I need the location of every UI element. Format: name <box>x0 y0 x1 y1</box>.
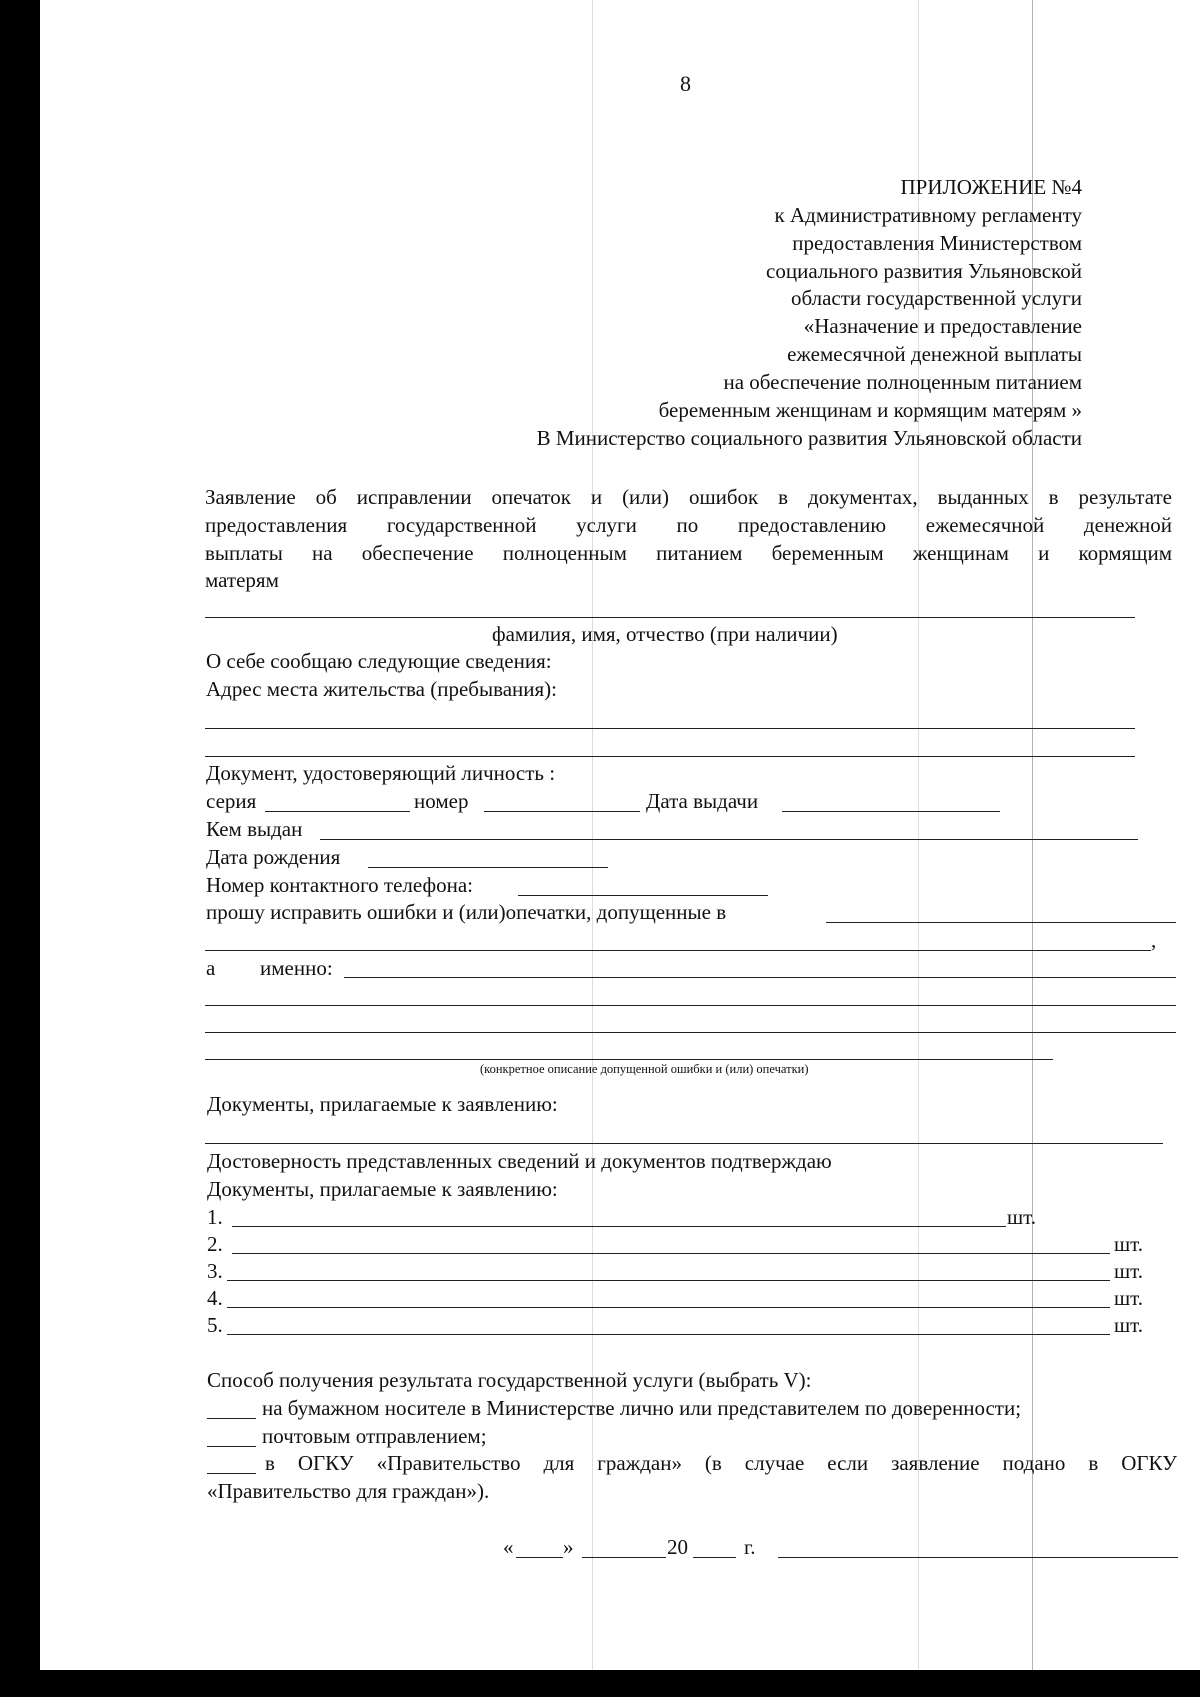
date-open-quote: « <box>503 1535 514 1559</box>
application-title-line: Заявление об исправлении опечаток и (или) ошибок в документах, выданных в результате <box>205 485 1172 509</box>
address-field-2[interactable] <box>205 756 1135 757</box>
issue-date-label: Дата выдачи <box>646 789 759 813</box>
document-reference-field-2[interactable] <box>205 950 1151 951</box>
confirm-text: Достоверность представленных сведений и документов подтверждаю <box>207 1149 832 1173</box>
fio-field[interactable] <box>205 617 1135 618</box>
date-year-prefix: 20 <box>667 1535 688 1559</box>
trailing-comma: , <box>1151 928 1157 952</box>
birth-date-label: Дата рождения <box>206 845 341 869</box>
document-reference-field[interactable] <box>826 922 1176 923</box>
method-paper-option: на бумажном носителе в Министерстве лично или представителем по доверенности; <box>262 1396 1022 1420</box>
issued-by-label: Кем выдан <box>206 817 303 841</box>
attachment-unit: шт. <box>1114 1232 1144 1256</box>
header-line: области государственной услуги <box>790 286 1082 310</box>
attachment-unit: шт. <box>1007 1205 1037 1229</box>
phone-field[interactable] <box>518 895 768 896</box>
page-number: 8 <box>680 71 691 96</box>
method-ogku-option-cont: «Правительство для граждан»). <box>207 1479 490 1503</box>
attachment-field[interactable] <box>227 1307 1110 1308</box>
birth-date-field[interactable] <box>368 867 608 868</box>
error-caption: (конкретное описание допущенной ошибки и (или) опечатки) <box>480 1062 809 1076</box>
header-line: социального развития Ульяновской <box>766 259 1082 283</box>
issued-by-field[interactable] <box>320 839 1138 840</box>
application-title-line: предоставления государственной услуги по предоставлению ежемесячной денежной <box>205 513 1172 537</box>
application-title-line: матерям <box>205 568 279 592</box>
header-line: к Административному регламенту <box>774 203 1082 227</box>
address-label: Адрес места жительства (пребывания): <box>206 677 558 701</box>
header-line: предоставления Министерством <box>792 231 1082 255</box>
id-doc-label: Документ, удостоверяющий личность : <box>206 761 556 785</box>
scan-border-bottom <box>0 1670 1200 1697</box>
attachment-unit: шт. <box>1114 1286 1144 1310</box>
method-label: Способ получения результата государственной услуги (выбрать V): <box>207 1368 812 1392</box>
header-line: беременным женщинам и кормящим матерям » <box>658 398 1082 422</box>
attachment-field[interactable] <box>227 1280 1110 1281</box>
date-day-field[interactable] <box>516 1557 563 1558</box>
attachment-number: 4. <box>207 1286 223 1310</box>
header-line: на обеспечение полноценным питанием <box>723 370 1082 394</box>
number-label: номер <box>414 789 469 813</box>
issue-date-field[interactable] <box>782 811 1000 812</box>
namely-label: именно: <box>260 956 333 980</box>
scan-border-left <box>0 0 40 1697</box>
namely-a: а <box>206 956 216 980</box>
method-ogku-option: в ОГКУ «Правительство для граждан» (в случае если заявление подано в ОГКУ <box>265 1451 1177 1475</box>
header-line: ежемесячной денежной выплаты <box>787 342 1082 366</box>
attachment-field[interactable] <box>232 1253 1110 1254</box>
attachment-number: 3. <box>207 1259 223 1283</box>
series-field[interactable] <box>265 811 410 812</box>
number-field[interactable] <box>484 811 640 812</box>
attachment-field[interactable] <box>227 1334 1110 1335</box>
addressee-line: В Министерство социального развития Ульяновской области <box>536 426 1082 450</box>
method-mail-checkbox[interactable] <box>207 1446 256 1447</box>
attached-docs-label: Документы, прилагаемые к заявлению: <box>207 1177 558 1201</box>
address-field[interactable] <box>205 728 1135 729</box>
error-description-field-3[interactable] <box>205 1032 1176 1033</box>
date-year-suffix: г. <box>744 1535 756 1559</box>
request-text: прошу исправить ошибки и (или)опечатки, допущенные в <box>206 900 727 924</box>
attachment-unit: шт. <box>1114 1313 1144 1337</box>
method-paper-checkbox[interactable] <box>207 1418 256 1419</box>
method-mail-option: почтовым отправлением; <box>262 1424 487 1448</box>
date-year-field[interactable] <box>693 1557 736 1558</box>
attached-docs-field[interactable] <box>205 1143 1163 1144</box>
date-close-quote: » <box>563 1535 574 1559</box>
error-description-field-2[interactable] <box>205 1005 1176 1006</box>
date-month-field[interactable] <box>582 1557 666 1558</box>
about-self-label: О себе сообщаю следующие сведения: <box>206 649 552 673</box>
attachment-number: 5. <box>207 1313 223 1337</box>
phone-label: Номер контактного телефона: <box>206 873 473 897</box>
attachment-number: 2. <box>207 1232 223 1256</box>
attached-docs-label: Документы, прилагаемые к заявлению: <box>207 1092 558 1116</box>
attachment-field[interactable] <box>232 1226 1006 1227</box>
attachment-number: 1. <box>207 1205 223 1229</box>
fio-caption: фамилия, имя, отчество (при наличии) <box>492 622 838 646</box>
method-ogku-checkbox[interactable] <box>207 1473 256 1474</box>
error-description-field[interactable] <box>344 977 1176 978</box>
series-label: серия <box>206 789 257 813</box>
attachment-unit: шт. <box>1114 1259 1144 1283</box>
application-title-line: выплаты на обеспечение полноценным питанием беременным женщинам и кормящим <box>205 541 1172 565</box>
signature-field[interactable] <box>778 1557 1178 1558</box>
header-line: «Назначение и предоставление <box>803 314 1082 338</box>
error-description-field-4[interactable] <box>205 1059 1053 1060</box>
header-line: ПРИЛОЖЕНИЕ №4 <box>900 175 1082 199</box>
